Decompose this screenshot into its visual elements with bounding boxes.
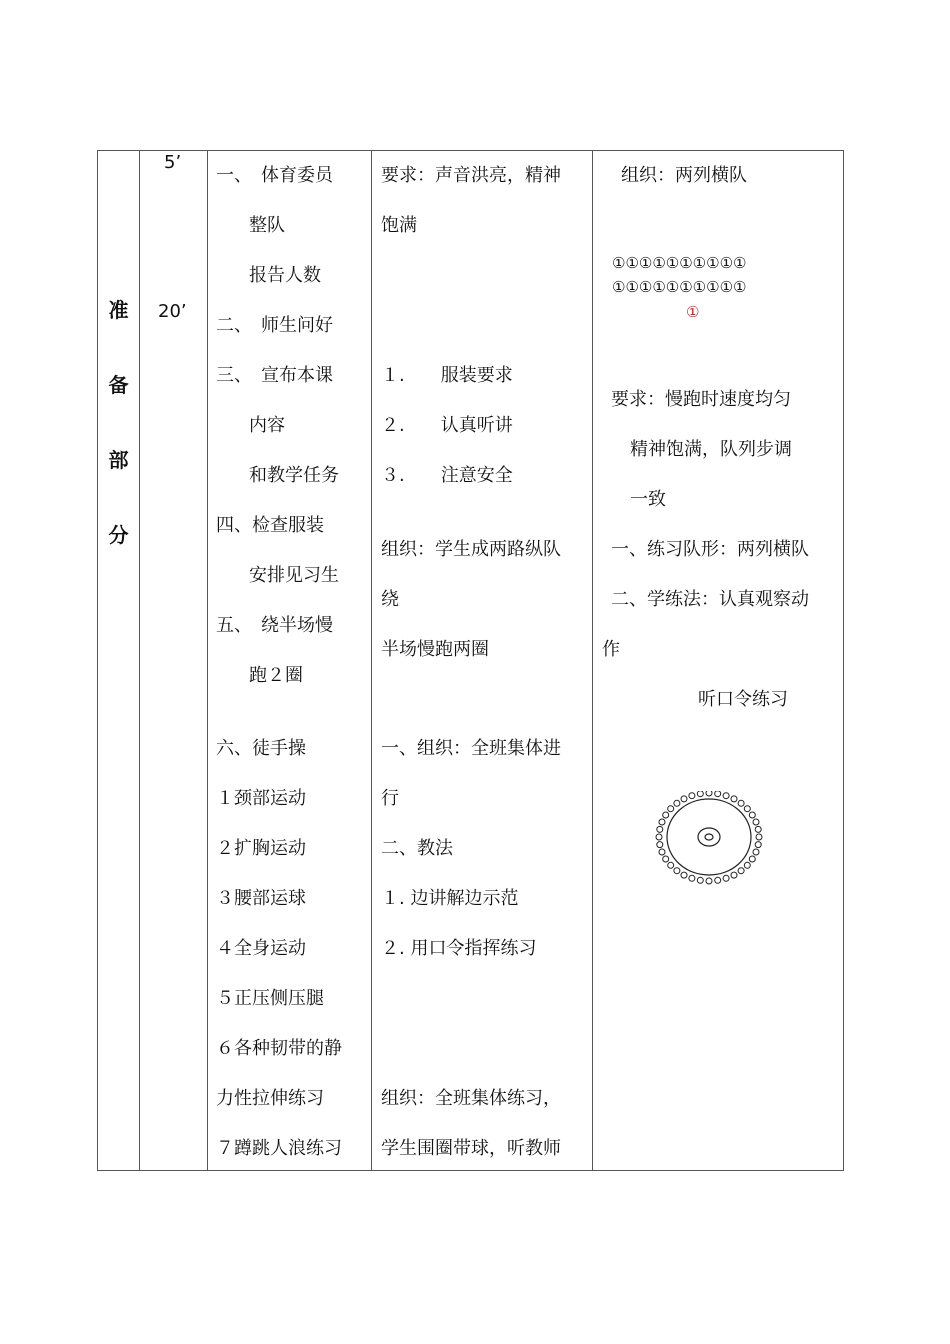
content-line: ４全身运动 [216, 938, 306, 959]
student-row: ①①①①①①①①①① [612, 254, 747, 272]
content-line: ６各种韧带的静 [216, 1038, 342, 1059]
student-marker [715, 791, 721, 797]
method-line: 要求：声音洪亮，精神 [381, 165, 561, 186]
student-marker [749, 812, 755, 818]
student-marker [697, 877, 703, 883]
section-char: 准 [108, 298, 129, 322]
method-line: ３. 注意安全 [381, 465, 513, 486]
method-line: 组织：全班集体练习， [381, 1088, 561, 1109]
method-line: 一、组织：全班集体进 [381, 738, 561, 759]
student-marker [744, 862, 750, 868]
organization-line: 二、学练法：认真观察动 [611, 589, 809, 610]
content-line: 六、徒手操 [216, 738, 306, 759]
student-marker [659, 849, 665, 855]
content-line: 一、 体育委员 [216, 165, 333, 186]
student-marker [674, 868, 680, 874]
teacher-marker: ① [686, 303, 700, 321]
content-line: 三、 宣布本课 [216, 365, 333, 386]
student-marker [738, 800, 744, 806]
student-marker [731, 796, 737, 802]
time-value: 5’ [164, 152, 182, 173]
method-line: 绕 [381, 589, 399, 610]
content-line: ７蹲跳人浪练习 [216, 1138, 342, 1159]
student-marker [723, 793, 729, 799]
student-marker [706, 791, 712, 796]
method-line: 组织：学生成两路纵队 [381, 539, 561, 560]
student-marker [657, 842, 663, 848]
student-marker [681, 796, 687, 802]
student-marker [744, 806, 750, 812]
circle-outline [667, 799, 751, 875]
content-line: 内容 [249, 415, 285, 436]
content-line: １颈部运动 [216, 788, 306, 809]
student-marker [755, 826, 761, 832]
student-marker [756, 834, 762, 840]
student-marker [749, 856, 755, 862]
organization-line: 一、练习队形：两列横队 [611, 539, 809, 560]
student-marker [753, 819, 759, 825]
method-line: １. 边讲解边示范 [381, 888, 519, 909]
student-marker [674, 800, 680, 806]
time-value: 20’ [158, 301, 187, 322]
student-marker [689, 793, 695, 799]
content-line: 和教学任务 [249, 465, 339, 486]
student-marker [663, 812, 669, 818]
organization-line: 要求：慢跑时速度均匀 [611, 389, 791, 410]
student-marker [755, 842, 761, 848]
center-marker-outer [698, 828, 720, 846]
content-line: ３腰部运球 [216, 888, 306, 909]
content-line: 四、检查服装 [216, 515, 324, 536]
method-line: 学生围圈带球，听教师 [381, 1138, 561, 1159]
student-marker [657, 826, 663, 832]
student-marker [753, 849, 759, 855]
section-char: 部 [108, 448, 129, 472]
method-line: １. 服装要求 [381, 365, 513, 386]
column-divider [139, 151, 140, 1170]
student-marker [681, 872, 687, 878]
content-line: ２扩胸运动 [216, 838, 306, 859]
organization-line: 精神饱满，队列步调 [630, 439, 792, 460]
method-line: 饱满 [381, 215, 417, 236]
organization-line: 作 [602, 639, 620, 660]
section-char: 备 [108, 373, 129, 397]
student-marker [715, 877, 721, 883]
column-divider [371, 151, 372, 1170]
content-line: 报告人数 [249, 265, 321, 286]
student-marker [659, 819, 665, 825]
method-line: 半场慢跑两圈 [381, 639, 489, 660]
section-char: 分 [108, 523, 129, 547]
student-marker [706, 878, 712, 884]
content-line: 跑２圈 [249, 665, 303, 686]
content-line: 二、 师生问好 [216, 315, 333, 336]
student-marker [697, 791, 703, 797]
center-marker-inner [705, 834, 713, 840]
method-line: 二、教法 [381, 838, 453, 859]
content-line: 力性拉伸练习 [216, 1088, 324, 1109]
organization-line: 听口令练习 [698, 689, 788, 710]
student-marker [689, 875, 695, 881]
column-divider [207, 151, 208, 1170]
organization-title: 组织：两列横队 [621, 165, 747, 186]
organization-line: 一致 [630, 489, 666, 510]
student-ring [656, 791, 762, 884]
student-marker [668, 862, 674, 868]
student-marker [738, 868, 744, 874]
student-row: ①①①①①①①①①① [612, 278, 747, 296]
method-line: ２. 用口令指挥练习 [381, 938, 537, 959]
student-marker [731, 872, 737, 878]
circle-formation-diagram [653, 791, 769, 887]
method-line: 行 [381, 788, 399, 809]
student-marker [668, 806, 674, 812]
lesson-plan-table [97, 150, 844, 1171]
content-line: 整队 [249, 215, 285, 236]
content-line: 五、 绕半场慢 [216, 615, 333, 636]
student-marker [723, 875, 729, 881]
content-line: 安排见习生 [249, 565, 339, 586]
content-line: ５正压侧压腿 [216, 988, 324, 1009]
student-marker [663, 856, 669, 862]
method-line: ２. 认真听讲 [381, 415, 513, 436]
column-divider [592, 151, 593, 1170]
student-marker [656, 834, 662, 840]
